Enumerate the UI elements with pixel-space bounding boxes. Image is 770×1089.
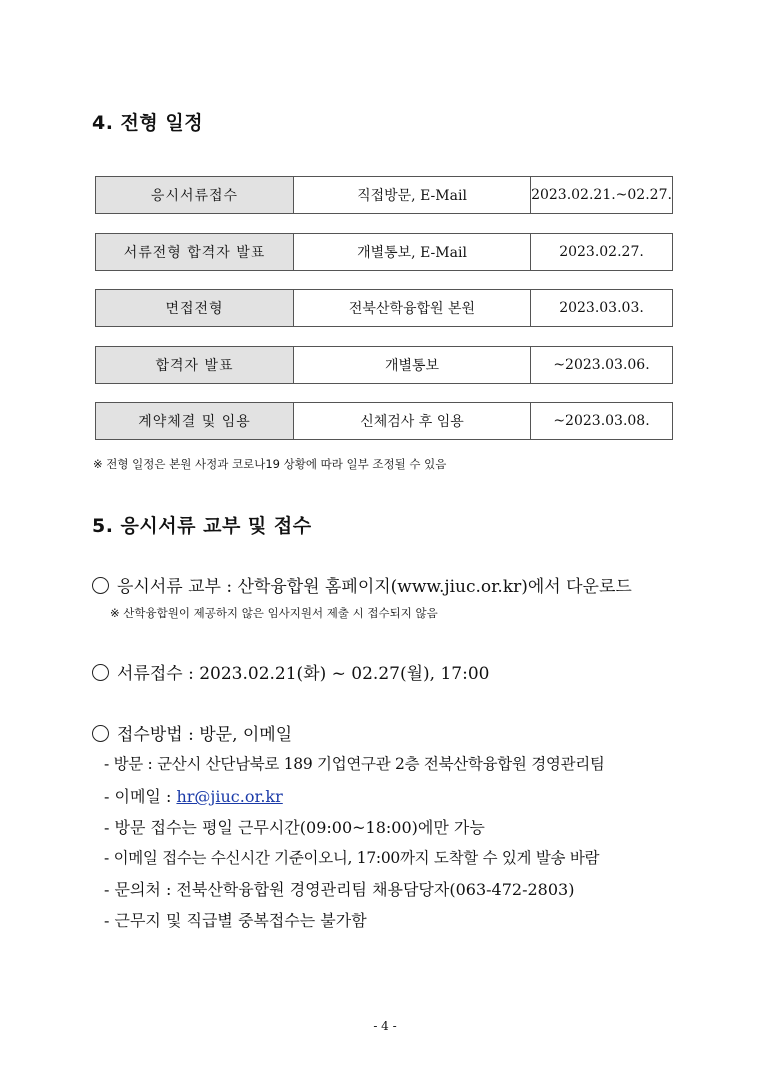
distribution-item: [92, 572, 632, 597]
schedule-row: [95, 289, 673, 327]
email-link[interactable]: hr@jiuc.or.kr: [176, 787, 283, 806]
schedule-stage: 서류전형 합격자 발표: [96, 234, 294, 270]
schedule-date: 2023.03.03.: [559, 300, 644, 316]
schedule-date: ~2023.03.06.: [553, 357, 650, 373]
schedule-note: ※ 전형 일정은 본원 사정과 코로나19 상황에 따라 일부 조정될 수 있음: [93, 457, 447, 471]
schedule-stage: 응시서류접수: [96, 177, 294, 213]
schedule-date: ~2023.03.08.: [553, 413, 650, 429]
page-number: - 4 -: [373, 1019, 397, 1033]
schedule-method: 신체검사 후 임용: [294, 403, 531, 439]
distribution-note: ※ 산학융합원이 제공하지 않은 임사지원서 제출 시 접수되지 않음: [110, 606, 438, 620]
visit-hours-detail: - 방문 접수는 평일 근무시간(09:00~18:00)에만 가능: [104, 818, 485, 837]
schedule-stage: 계약체결 및 임용: [96, 403, 294, 439]
inquiry-detail: - 문의처 : 전북산학융합원 경영관리팀 채용담당자(063-472-2803): [104, 880, 575, 899]
email-deadline-detail: - 이메일 접수는 수신시간 기준이오니, 17:00까지 도착할 수 있게 발송 바람: [104, 849, 600, 867]
schedule-method: 개별통보: [294, 347, 531, 383]
section-4-title: 4. 전형 일정: [92, 112, 204, 134]
section-5-title: 5. 응시서류 교부 및 접수: [92, 515, 312, 537]
method-item: [92, 720, 292, 745]
circle-bullet-icon: [92, 664, 109, 681]
circle-bullet-icon: [92, 577, 109, 594]
schedule-date: 2023.02.27.: [559, 244, 644, 260]
schedule-row: [95, 233, 673, 271]
schedule-method: 개별통보, E-Mail: [294, 234, 531, 270]
receipt-item: [92, 659, 489, 684]
schedule-stage: 합격자 발표: [96, 347, 294, 383]
schedule-method: 전북산학융합원 본원: [294, 290, 531, 326]
schedule-row: [95, 346, 673, 384]
schedule-date: 2023.02.21.~02.27.: [531, 187, 672, 203]
method-text: 접수방법 : 방문, 이메일: [117, 725, 293, 745]
duplicate-detail: - 근무지 및 직급별 중복접수는 불가함: [104, 911, 367, 930]
receipt-text: 서류접수 : 2023.02.21(화) ~ 02.27(월), 17:00: [117, 664, 490, 684]
schedule-row: [95, 176, 673, 214]
schedule-method: 직접방문, E-Mail: [294, 177, 531, 213]
distribution-text: 응시서류 교부 : 산학융합원 홈페이지(www.jiuc.or.kr)에서 다운로드: [117, 577, 632, 597]
schedule-row: [95, 402, 673, 440]
email-label: - 이메일 :: [104, 787, 177, 806]
email-detail: [104, 784, 283, 807]
schedule-stage: 면접전형: [96, 290, 294, 326]
circle-bullet-icon: [92, 725, 109, 742]
visit-detail: - 방문 : 군산시 산단남북로 189 기업연구관 2층 전북산학융합원 경영관리팀: [104, 755, 605, 773]
